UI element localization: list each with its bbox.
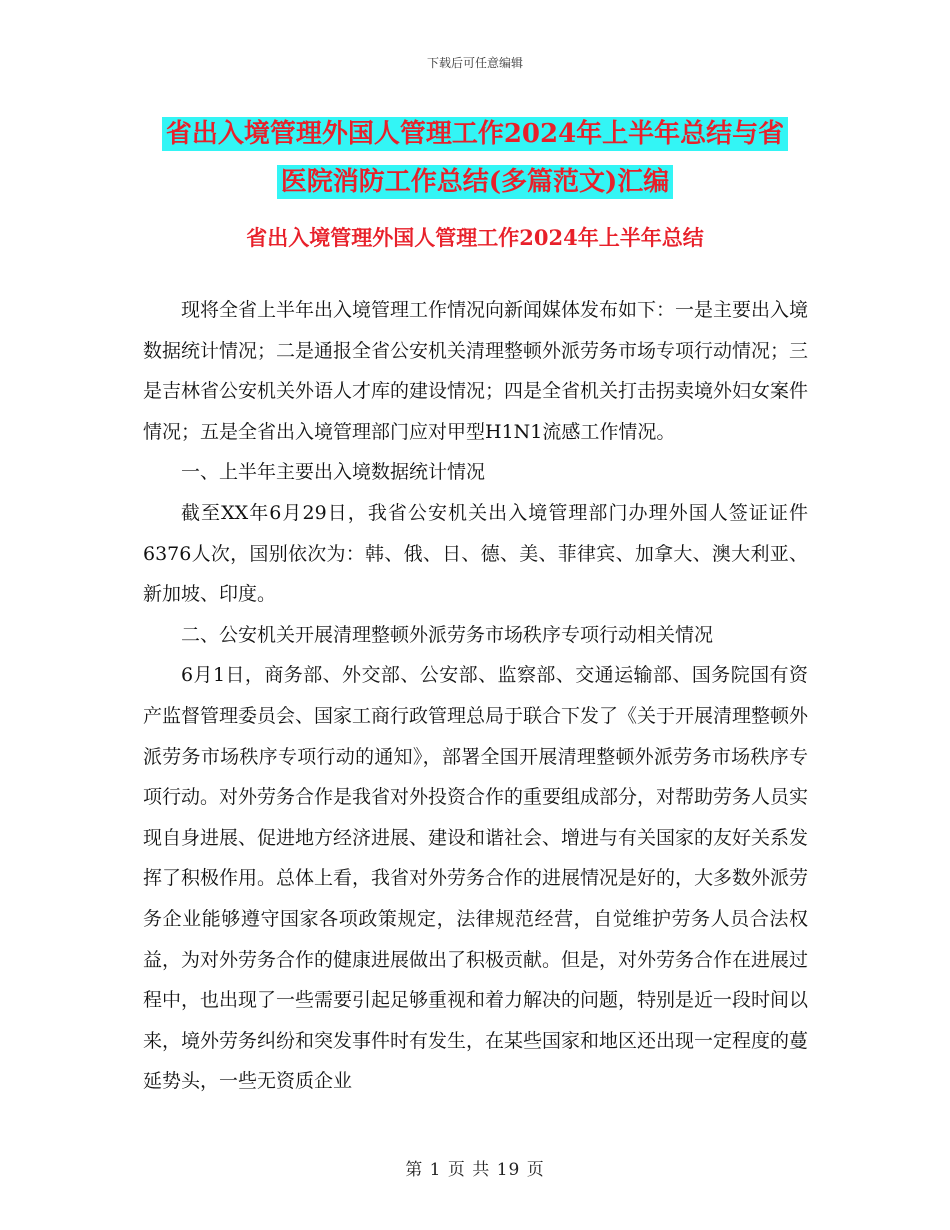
document-title	[0, 110, 950, 206]
body-text	[143, 290, 808, 1102]
title-line-1: 省出入境管理外国人管理工作2024年上半年总结与省	[162, 117, 788, 151]
header-note: 下载后可任意编辑	[426, 56, 523, 70]
page-footer: 第 1 页 共 19 页	[405, 1160, 545, 1180]
title-line-2: 医院消防工作总结(多篇范文)汇编	[277, 165, 674, 199]
paragraph-campaign: 6月1日，商务部、外交部、公安部、监察部、交通运输部、国务院国有资产监督管理委员会、国家工商行政管理总局于联合下发了《关于开展清理整顿外派劳务市场秩序专项行动的通知》，部署全国开展清理整顿外派劳务市场秩序专项行动。对外劳务合作是我省对外投资合作的重要组成部分，对帮助劳务人员实现自身进展、促进地方经济进展、建设和谐社会、增进与有关国家的友好关系发挥了积极作用。总体上看，我省对外劳务合作的进展情况是好的，大多数外派劳务企业能够遵守国家各项政策规定，法律规范经营，自觉维护劳务人员合法权益，为对外劳务合作的健康进展做出了积极贡献。但是，对外劳务合作在进展过程中，也出现了一些需要引起足够重视和着力解决的问题，特别是近一段时间以来，境外劳务纠纷和突发事件时有发生，在某些国家和地区还出现一定程度的蔓延势头，一些无资质企业	[143, 664, 809, 1093]
heading-1: 一、上半年主要出入境数据统计情况	[181, 461, 486, 484]
paragraph-stats: 截至XX年6月29日，我省公安机关出入境管理部门办理外国人签证证件6376人次，国别依次为：韩、俄、日、德、美、菲律宾、加拿大、澳大利亚、新加坡、印度。	[143, 501, 808, 606]
section-title: 省出入境管理外国人管理工作2024年上半年总结	[246, 225, 704, 250]
paragraph-intro: 现将全省上半年出入境管理工作情况向新闻媒体发布如下：一是主要出入境数据统计情况；二是通报全省公安机关清理整顿外派劳务市场专项行动情况；三是吉林省公安机关外语人才库的建设情况；四是全省机关打击拐卖境外妇女案件情况；五是全省出入境管理部门应对甲型H1N1流感工作情况。	[143, 299, 809, 443]
heading-2: 二、公安机关开展清理整顿外派劳务市场秩序专项行动相关情况	[181, 623, 714, 646]
